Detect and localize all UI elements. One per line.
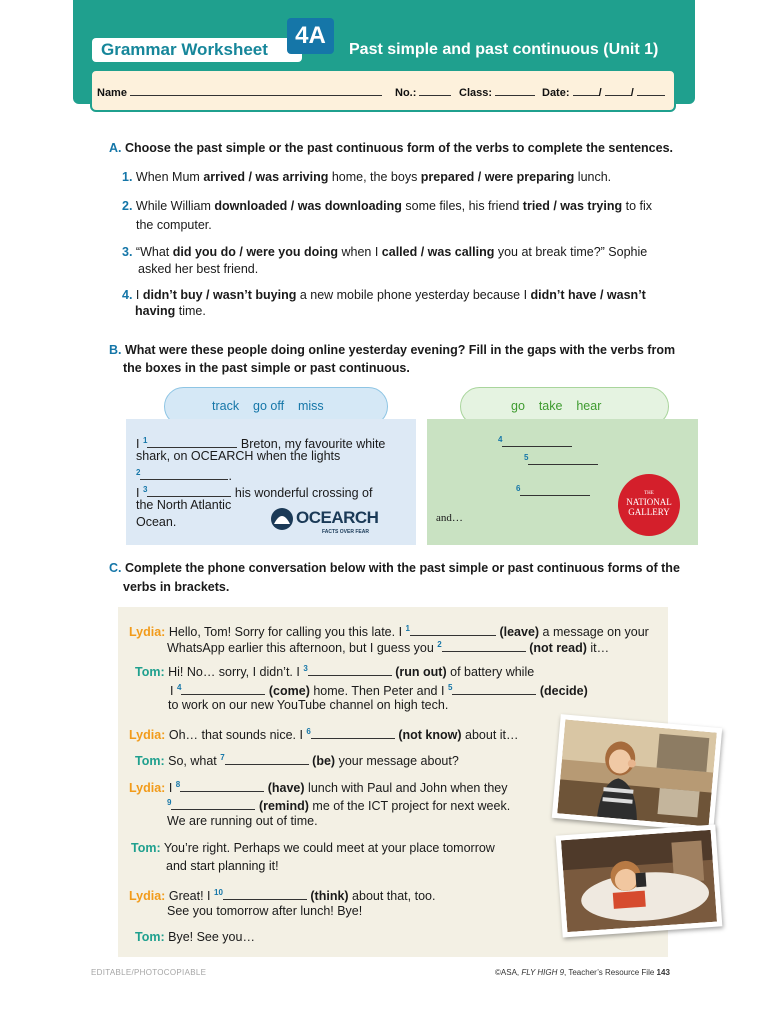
logo-text: THE — [644, 491, 654, 496]
gap-1-input[interactable] — [147, 436, 237, 448]
item-text: to fix — [622, 199, 653, 213]
verb-choice[interactable]: called / was calling — [381, 245, 495, 259]
gap-number: 5 — [524, 453, 529, 462]
b-line-5: the North Atlantic — [136, 498, 232, 512]
girl-on-phone-image — [557, 720, 717, 827]
class-field[interactable] — [459, 86, 535, 100]
b-text: I — [136, 437, 143, 452]
footer-book-title: FLY HIGH 9 — [521, 968, 565, 977]
gap-number: 4 — [498, 435, 503, 444]
unit-code-badge: 4A — [287, 18, 334, 54]
item-number: 1. — [122, 170, 133, 184]
logo-text: GALLERY — [628, 507, 670, 517]
gap-c5-input[interactable] — [452, 683, 536, 695]
conv-text: me of the ICT project for next week. — [308, 799, 511, 814]
section-b-instruction-line2: the boxes in the past simple or past continuous. — [123, 361, 410, 375]
exercise-a-item-2-line2: the computer. — [136, 218, 212, 232]
gap-number: 6 — [306, 727, 311, 736]
word-option: hear — [576, 399, 602, 413]
speaker-lydia: Lydia: — [129, 625, 166, 640]
verb-choice[interactable]: did you do / were you doing — [172, 245, 339, 259]
section-b-text: What were these people doing online yesterday evening? Fill in the gaps with the verbs from — [124, 343, 676, 357]
section-a-text: Choose the past simple or the past continuous form of the verbs to complete the sentences. — [124, 141, 673, 155]
verb-choice[interactable]: didn’t buy / wasn’t buying — [142, 288, 297, 302]
item-text: some files, his friend — [401, 199, 523, 213]
speaker-tom: Tom: — [135, 754, 165, 769]
exercise-a-item-2[interactable] — [122, 198, 652, 215]
number-field[interactable] — [395, 86, 451, 100]
conv-text: lunch with Paul and John when they — [304, 781, 508, 796]
item-text: home, the boys — [328, 170, 421, 184]
name-label: Name — [97, 87, 127, 99]
exercise-a-item-3[interactable] — [122, 244, 647, 261]
section-c-text: Complete the phone conversation below with the past simple or past continuous forms of the — [124, 561, 680, 575]
word-box-2-words — [511, 398, 601, 414]
b-text: I — [136, 486, 143, 501]
gap-number: 8 — [175, 780, 181, 789]
date-month-line — [605, 86, 631, 96]
b-text: Breton, my favourite white — [237, 437, 386, 452]
section-b-instruction — [109, 342, 675, 359]
verb-hint: (not read) — [529, 641, 587, 656]
gap-6-input[interactable] — [520, 484, 590, 496]
conv-line-2 — [167, 636, 609, 657]
conv-line-13 — [129, 884, 435, 905]
verb-hint: (think) — [310, 889, 349, 904]
class-line — [495, 86, 535, 96]
item-number: 2. — [122, 199, 133, 213]
conv-text: a message on your — [539, 625, 649, 640]
conv-text: of battery while — [446, 665, 535, 680]
gap-c9-input[interactable] — [171, 798, 255, 810]
gap-number: 1 — [405, 624, 410, 633]
date-day-line — [573, 86, 599, 96]
date-label: Date: — [542, 87, 570, 99]
section-c-letter: C. — [109, 561, 122, 575]
conv-text: Hello, Tom! Sorry for calling you this late. I — [168, 625, 406, 640]
verb-choice[interactable]: tried / was trying — [522, 199, 623, 213]
name-field[interactable] — [97, 86, 382, 100]
class-label: Class: — [459, 87, 493, 99]
footer-text: , Teacher’s Resource File — [564, 968, 657, 977]
gap-c3-input[interactable] — [308, 664, 392, 676]
conv-text: So, what — [168, 754, 221, 769]
conv-text: about it… — [461, 728, 519, 743]
speaker-tom: Tom: — [135, 930, 165, 944]
item-number: 4. — [122, 288, 133, 302]
exercise-a-item-4[interactable] — [122, 287, 646, 304]
speaker-tom: Tom: — [135, 665, 165, 680]
verb-hint: (leave) — [499, 625, 540, 640]
gap-number: 2 — [136, 468, 141, 477]
conv-text: home. Then Peter and I — [309, 684, 448, 699]
word-option: miss — [297, 399, 324, 413]
ocearch-tagline: FACTS OVER FEAR — [322, 529, 369, 535]
name-line — [130, 86, 382, 96]
footer-text: ©ASA, — [495, 968, 522, 977]
gap-number: 2 — [437, 640, 442, 649]
conv-line-11 — [131, 840, 495, 857]
verb-hint: (remind) — [258, 799, 309, 814]
item-number: 3. — [122, 245, 133, 259]
verb-hint: (be) — [312, 754, 336, 769]
gap-5-input[interactable] — [528, 453, 598, 465]
exercise-a-item-4-line2 — [135, 303, 206, 320]
gap-2-input[interactable] — [140, 468, 228, 480]
b-and-text: and… — [436, 512, 463, 524]
exercise-a-item-1[interactable] — [122, 169, 611, 186]
gap-c2-input[interactable] — [442, 640, 526, 652]
boy-in-bed-image — [561, 830, 717, 932]
verb-choice[interactable]: downloaded / was downloading — [214, 199, 402, 213]
item-text: While William — [135, 199, 215, 213]
conv-line-14: See you tomorrow after lunch! Bye! — [167, 904, 363, 918]
speaker-lydia: Lydia: — [129, 781, 166, 796]
section-c-instruction-line2: verbs in brackets. — [123, 580, 230, 594]
b-line-gap5 — [524, 449, 598, 470]
gap-number: 9 — [167, 798, 172, 807]
gap-number: 1 — [142, 436, 148, 445]
speaker-lydia: Lydia: — [129, 728, 166, 743]
verb-hint: (run out) — [395, 665, 447, 680]
ocearch-wordmark: OCEARCH — [296, 508, 379, 527]
verb-choice[interactable]: didn’t have / wasn’t — [530, 288, 646, 302]
word-box-1-words — [212, 398, 324, 414]
conv-line-9 — [167, 794, 510, 815]
conv-line-3 — [135, 660, 534, 681]
word-option: take — [538, 399, 563, 413]
item-text: When Mum — [135, 170, 204, 184]
gap-c1-input[interactable] — [410, 624, 496, 636]
gap-4-input[interactable] — [502, 435, 572, 447]
footer-copyright — [495, 968, 670, 977]
conv-text: Great! I — [168, 889, 214, 904]
section-a-instruction — [109, 140, 673, 157]
date-year-line — [637, 86, 665, 96]
conv-line-15 — [135, 929, 255, 946]
logo-text: NATIONAL — [626, 497, 672, 507]
footer-license: EDITABLE/PHOTOCOPIABLE — [91, 968, 207, 977]
conv-text: your message about? — [335, 754, 459, 769]
word-option: go — [511, 399, 525, 413]
verb-hint: (decide) — [539, 684, 588, 699]
gap-c8-input[interactable] — [180, 780, 264, 792]
conv-text: I — [170, 684, 177, 699]
photo-boy-in-bed — [556, 825, 723, 938]
gap-c6-input[interactable] — [311, 727, 395, 739]
number-label: No.: — [395, 87, 417, 99]
b-line-2: shark, on OCEARCH when the lights — [136, 449, 341, 463]
date-field[interactable] — [542, 86, 665, 100]
b-line-gap6 — [516, 480, 590, 501]
item-text: I — [135, 288, 143, 302]
conv-line-12: and start planning it! — [166, 859, 279, 873]
conv-text: You’re right. Perhaps we could meet at your place tomorrow — [163, 841, 495, 855]
conv-line-5: to work on our new YouTube channel on high tech. — [168, 698, 449, 712]
section-b-letter: B. — [109, 343, 122, 357]
gap-number: 6 — [516, 484, 521, 493]
gap-3-input[interactable] — [147, 485, 231, 497]
item-text: a new mobile phone yesterday because I — [296, 288, 531, 302]
b-text: his wonderful crossing of — [231, 486, 373, 501]
ocearch-logo — [270, 506, 410, 538]
gap-c7-input[interactable] — [225, 753, 309, 765]
word-option: go off — [253, 399, 285, 413]
gap-number: 10 — [214, 888, 223, 897]
date-slash: / — [598, 87, 602, 99]
photo-girl-on-phone — [552, 714, 722, 832]
conv-text: Oh… that sounds nice. I — [168, 728, 307, 743]
worksheet-title: Grammar Worksheet — [101, 40, 268, 59]
b-line-6: Ocean. — [136, 515, 177, 529]
conv-text: Bye! See you… — [168, 930, 255, 944]
gap-number: 3 — [303, 664, 308, 673]
conv-text: I — [168, 781, 176, 796]
verb-hint: (not know) — [398, 728, 462, 743]
conv-line-7 — [135, 749, 459, 770]
verb-choice[interactable]: arrived / was arriving — [203, 170, 329, 184]
gap-number: 5 — [447, 683, 453, 692]
item-text: lunch. — [574, 170, 612, 184]
verb-choice[interactable]: prepared / were preparing — [420, 170, 575, 184]
gap-c10-input[interactable] — [223, 888, 307, 900]
exercise-a-item-3-line2: asked her best friend. — [138, 262, 259, 276]
item-text: when I — [338, 245, 382, 259]
gap-number: 4 — [176, 683, 182, 692]
date-slash: / — [630, 87, 634, 99]
verb-choice[interactable]: having — [135, 304, 176, 318]
page-number: 143 — [656, 968, 670, 977]
item-text: time. — [175, 304, 206, 318]
verb-hint: (have) — [267, 781, 305, 796]
conv-text: about that, too. — [348, 889, 436, 904]
number-line — [419, 86, 451, 96]
conv-text: it… — [586, 641, 610, 656]
speaker-tom: Tom: — [131, 841, 161, 855]
word-option: track — [212, 399, 240, 413]
conv-line-6 — [129, 723, 519, 744]
section-a-letter: A. — [109, 141, 122, 155]
item-text: you at break time?” Sophie — [494, 245, 648, 259]
national-gallery-logo — [618, 474, 680, 536]
worksheet-subtitle: Past simple and past continuous (Unit 1) — [349, 41, 659, 58]
gap-c4-input[interactable] — [181, 683, 265, 695]
b-text: . — [228, 469, 232, 484]
verb-hint: (come) — [268, 684, 310, 699]
conv-line-10: We are running out of time. — [167, 814, 318, 828]
gap-number: 7 — [220, 753, 225, 762]
gap-number: 3 — [142, 485, 148, 494]
section-c-instruction — [109, 560, 680, 577]
conv-text: WhatsApp earlier this afternoon, but I guess you — [167, 641, 438, 656]
item-text: “What — [135, 245, 173, 259]
speaker-lydia: Lydia: — [129, 889, 166, 904]
conv-text: Hi! No… sorry, I didn’t. I — [168, 665, 304, 680]
